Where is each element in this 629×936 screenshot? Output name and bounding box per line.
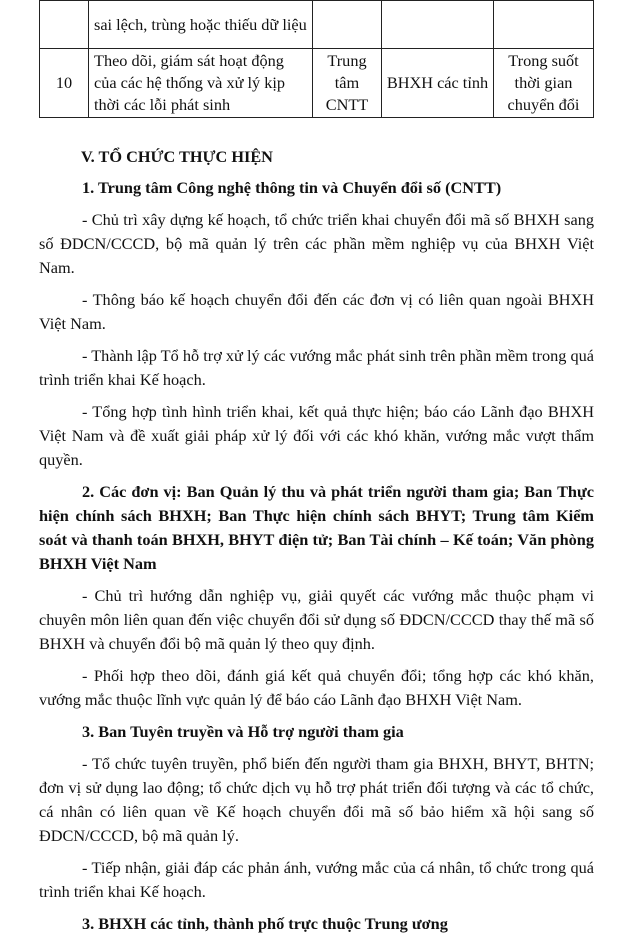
table-cell-num: [40, 1, 89, 49]
paragraph: - Tổ chức tuyên truyền, phổ biến đến người tham gia BHXH, BHYT, BHTN; đơn vị sử dụng lao động; tổ chức dịch vụ hỗ trợ phát triển đối tượng và các tổ chức, cá nhân có liên quan về Kế hoạch chuyển đổi mã số bảo hiểm xã hội sang số ĐDCN/CCCD, bộ mã quản lý.: [39, 754, 594, 845]
table-cell-lead: [313, 1, 382, 49]
table-row: [40, 49, 594, 118]
table-cell-lead: Trung tâm CNTT: [313, 49, 382, 118]
paragraph: - Phối hợp theo dõi, đánh giá kết quả chuyển đổi; tổng hợp các khó khăn, vướng mắc thuộc lĩnh vực quản lý để báo cáo Lãnh đạo BHXH Việt Nam.: [39, 666, 594, 709]
paragraph: - Thành lập Tổ hỗ trợ xử lý các vướng mắc phát sinh trên phần mềm trong quá trình triển khai Kế hoạch.: [39, 346, 594, 389]
table-cell-coord: [382, 1, 494, 49]
table-cell-task: Theo dõi, giám sát hoạt động của các hệ thống và xử lý kịp thời các lỗi phát sinh: [89, 49, 313, 118]
subsection-title-2: 2. Các đơn vị: Ban Quản lý thu và phát triển người tham gia; Ban Thực hiện chính sách BHXH; Ban Thực hiện chính sách BHYT; Trung tâm Kiểm soát và thanh toán BHXH, BHYT điện tử; Ban Tài chính – Kế toán; Văn phòng BHXH Việt Nam: [39, 482, 594, 573]
subsection-title-3: 3. Ban Tuyên truyền và Hỗ trợ người tham gia: [82, 722, 404, 741]
table-cell-num: 10: [40, 49, 89, 118]
subsection-title-4: 3. BHXH các tỉnh, thành phố trực thuộc Trung ương: [82, 914, 448, 933]
table-cell-coord: BHXH các tỉnh: [382, 49, 494, 118]
paragraph: - Tiếp nhận, giải đáp các phản ánh, vướng mắc của cá nhân, tổ chức trong quá trình triển khai Kế hoạch.: [39, 858, 594, 901]
table-cell-time: [494, 1, 594, 49]
table-cell-time: Trong suốt thời gian chuyển đổi: [494, 49, 594, 118]
section-title: V. TỔ CHỨC THỰC HIỆN: [81, 147, 273, 166]
table-row: [40, 1, 594, 49]
paragraph: - Thông báo kế hoạch chuyển đổi đến các đơn vị có liên quan ngoài BHXH Việt Nam.: [39, 290, 594, 333]
paragraph: - Tổng hợp tình hình triển khai, kết quả thực hiện; báo cáo Lãnh đạo BHXH Việt Nam và đề xuất giải pháp xử lý đối với các khó khăn, vướng mắc vượt thẩm quyền.: [39, 402, 594, 469]
paragraph: - Chủ trì hướng dẫn nghiệp vụ, giải quyết các vướng mắc thuộc phạm vi chuyên môn liên quan đến việc chuyển đổi sử dụng số ĐDCN/CCCD thay thế mã số BHXH và chuyển đổi bộ mã quản lý theo quy định.: [39, 586, 594, 653]
paragraph: - Chủ trì xây dựng kế hoạch, tổ chức triển khai chuyển đổi mã số BHXH sang số ĐDCN/CCCD, bộ mã quản lý trên các phần mềm nghiệp vụ của BHXH Việt Nam.: [39, 210, 594, 277]
section-content: [39, 142, 594, 936]
task-table: [39, 0, 594, 118]
subsection-title-1: 1. Trung tâm Công nghệ thông tin và Chuyển đổi số (CNTT): [82, 178, 502, 197]
table-cell-task: sai lệch, trùng hoặc thiếu dữ liệu: [89, 1, 313, 49]
